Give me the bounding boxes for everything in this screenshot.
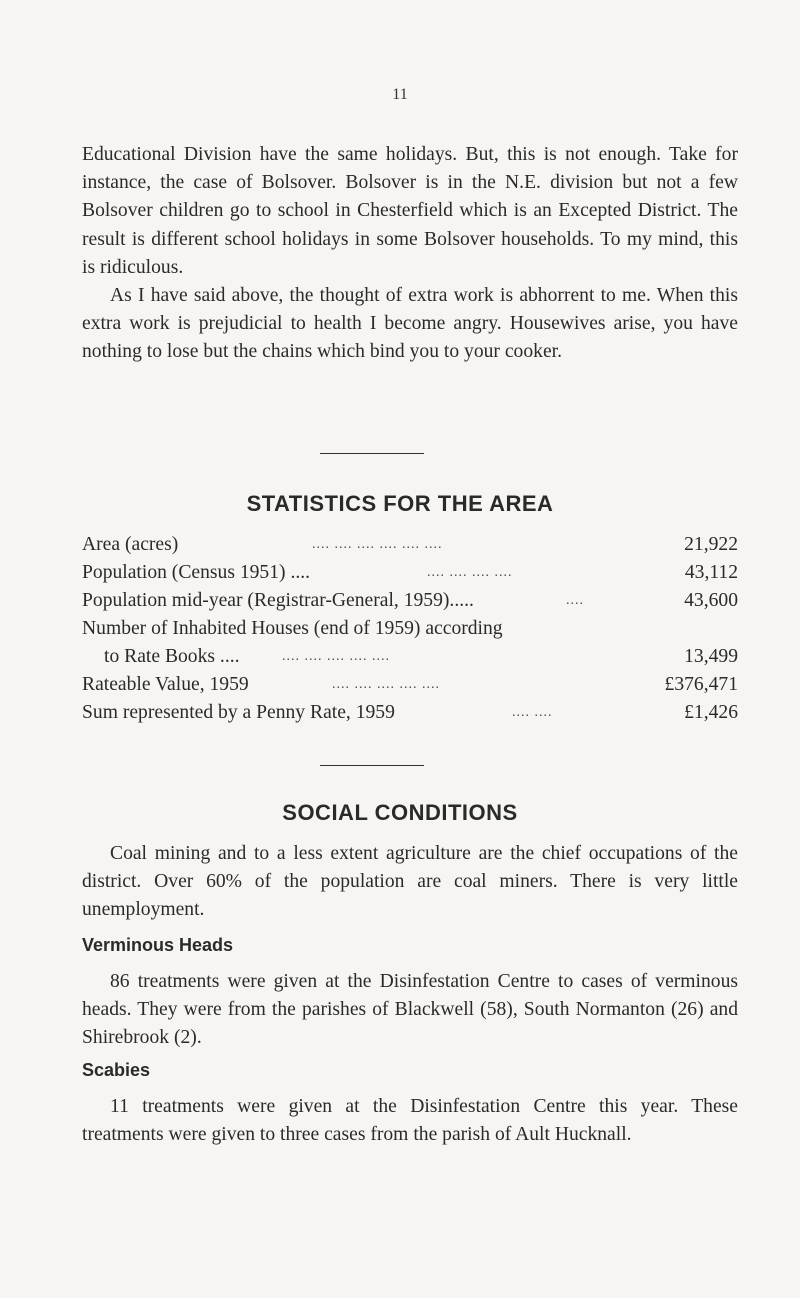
stat-row-inhabited-houses [82,615,738,643]
divider-rule-1 [320,453,424,454]
stat-leader-dots: .... .... [512,705,553,720]
stat-row-penny-rate [82,699,738,727]
stat-leader-dots: .... .... .... .... .... .... [312,537,443,552]
stat-value: £376,471 [664,674,738,695]
intro-section [82,141,738,367]
stat-leader-dots: .... .... .... .... .... [332,677,440,692]
stat-leader-dots: .... .... .... .... [427,565,513,580]
social-conditions-heading: SOCIAL CONDITIONS [282,800,518,825]
verminous-heads-section [82,968,738,1053]
stat-value: 43,112 [684,562,738,583]
stat-leader-dots: .... [566,593,584,608]
stat-label: Population (Census 1951) .... [82,562,311,583]
social-conditions-section [82,840,738,925]
stat-label: to Rate Books .... [104,646,240,667]
stat-row-population-census [82,559,738,587]
stat-value: 43,600 [684,590,738,611]
stat-leader-dots: .... .... .... .... .... [282,649,390,664]
stat-value: £1,426 [684,702,738,723]
stat-label: Area (acres) [82,534,179,555]
stat-label: Rateable Value, 1959 [82,674,249,695]
stat-value: 13,499 [684,646,738,667]
stat-row-area [82,531,738,559]
verminous-heads-heading: Verminous Heads [82,935,234,955]
social-conditions-paragraph: Coal mining and to a less extent agriculture are the chief occupations of the district. Over 60% of the population are coal miners. There is very little unemployment. [82,843,738,921]
stat-label: Number of Inhabited Houses (end of 1959) according [82,618,503,639]
scabies-section [82,1093,738,1149]
divider-rule-2 [320,765,424,766]
stat-label: Population mid-year (Registrar-General, 1959)..... [82,590,474,611]
scabies-heading: Scabies [82,1060,151,1080]
stat-value: 21,922 [684,534,738,555]
statistics-heading: STATISTICS FOR THE AREA [246,491,554,516]
stat-row-population-midyear [82,587,738,615]
stat-row-rate-books [82,643,738,671]
stat-row-rateable-value [82,671,738,699]
page-number: 11 [392,86,408,103]
stat-label: Sum represented by a Penny Rate, 1959 [82,702,395,723]
intro-paragraph-1: Educational Division have the same holidays. But, this is not enough. Take for instance, the case of Bolsover. Bolsover is in the N.E. division but not a few Bolsover children go to school in Chesterfield which is an Excepted District. The result is different school holidays in some Bolsover households. To my mind, this is ridiculous. [82,144,738,278]
scabies-paragraph: 11 treatments were given at the Disinfestation Centre this year. These treatments were given to three cases from the parish of Ault Hucknall. [82,1096,738,1146]
verminous-heads-paragraph: 86 treatments were given at the Disinfestation Centre to cases of verminous heads. They were from the parishes of Blackwell (58), South Normanton (26) and Shirebrook (2). [82,971,738,1049]
intro-paragraph-2: As I have said above, the thought of extra work is abhorrent to me. When this extra work is prejudicial to health I become angry. Housewives arise, you have nothing to lose but the chains which bind you to your cooker. [82,285,738,363]
